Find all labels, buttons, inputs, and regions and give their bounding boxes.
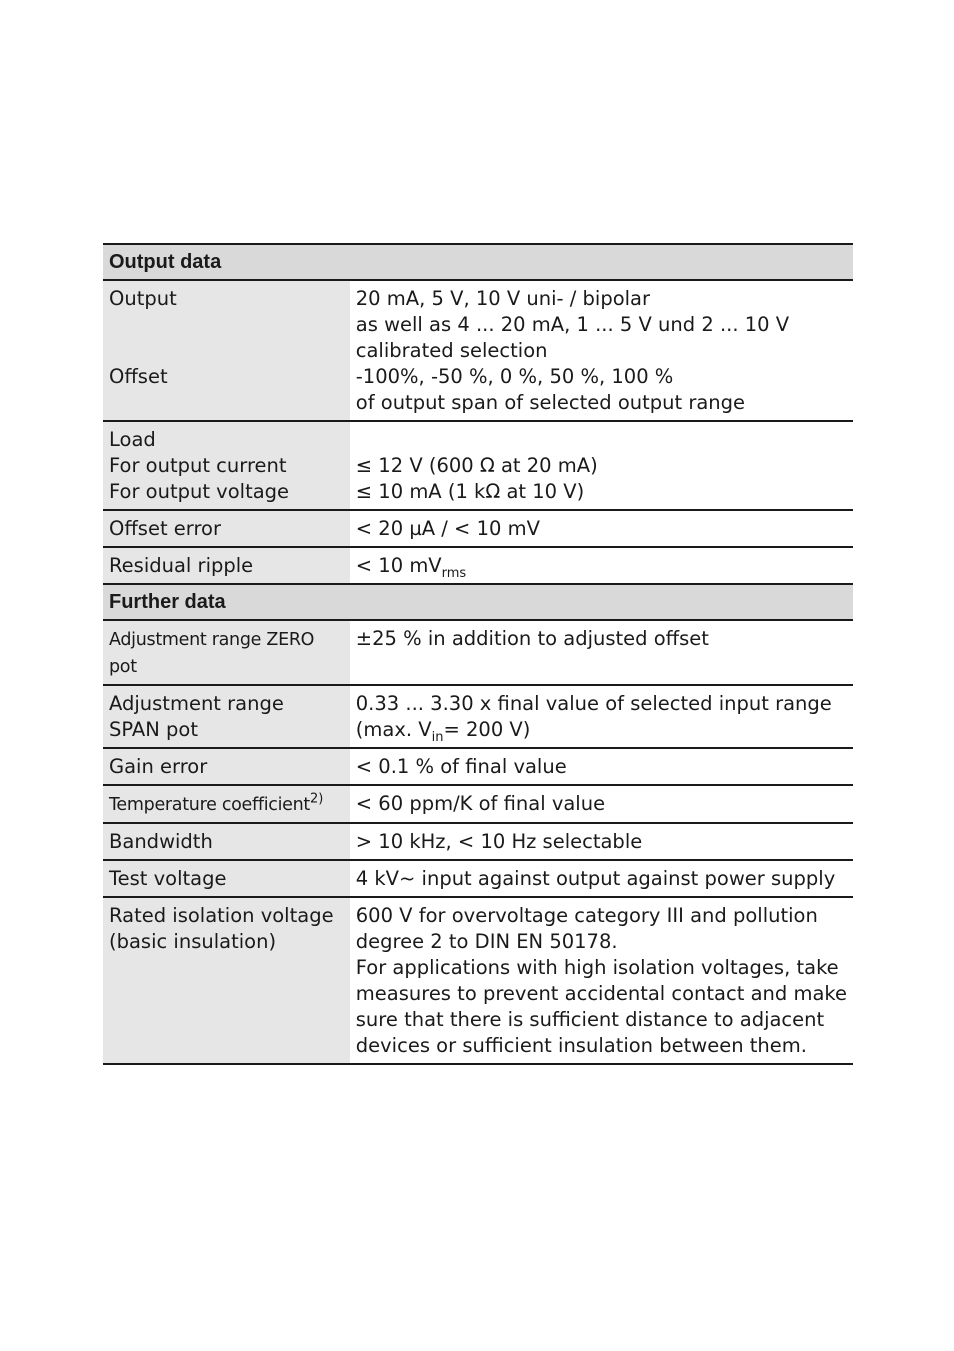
- isolation-value-line: devices or sufficient insulation between them.: [355, 1034, 807, 1057]
- ripple-value-cell: [350, 547, 853, 584]
- table-row: [103, 785, 853, 823]
- table-row: [103, 620, 853, 685]
- test-voltage-value: 4 kV~ input against output against power supply: [350, 860, 853, 897]
- row-value: [350, 897, 853, 1064]
- table-row: [103, 280, 853, 421]
- zero-label: Adjustment range ZERO pot: [109, 630, 315, 677]
- isolation-value-line: measures to prevent accidental contact and make: [355, 982, 847, 1005]
- gain-label: Gain error: [103, 748, 350, 785]
- ripple-value: < 10 mV: [355, 554, 442, 577]
- row-label: [103, 421, 350, 510]
- row-value: [350, 685, 853, 748]
- section-title: Further data: [103, 584, 853, 620]
- span-value-line: 0.33 ... 3.30 x final value of selected input range: [355, 692, 832, 715]
- bandwidth-label: Bandwidth: [103, 823, 350, 860]
- section-title: Output data: [103, 244, 853, 280]
- offset-error-value: < 20 µA / < 10 mV: [350, 510, 853, 547]
- section-header-output: [103, 244, 853, 280]
- table-row: [103, 823, 853, 860]
- temp-value: < 60 ppm/K of final value: [350, 785, 853, 823]
- table-row: [103, 897, 853, 1064]
- temp-label-cell: [103, 785, 350, 823]
- isolation-label-line: Rated isolation voltage: [109, 904, 334, 927]
- zero-label-cell: [103, 620, 350, 685]
- load-voltage-value: ≤ 10 mA (1 kΩ at 10 V): [355, 480, 585, 503]
- span-value-pre: (max. V: [355, 718, 432, 741]
- offset-value-line: -100%, -50 %, 0 %, 50 %, 100 %: [355, 365, 674, 388]
- table-row: [103, 547, 853, 584]
- row-label: [103, 897, 350, 1064]
- span-label-line: Adjustment range: [109, 692, 284, 715]
- ripple-label: Residual ripple: [103, 547, 350, 584]
- spec-table: [103, 243, 853, 1065]
- load-voltage-label: For output voltage: [109, 480, 290, 503]
- span-value-subscript: in: [431, 729, 444, 745]
- isolation-value-line: sure that there is sufficient distance to adjacent: [355, 1008, 825, 1031]
- span-value-line: [356, 717, 847, 743]
- isolation-label-line: (basic insulation): [109, 930, 277, 953]
- table-row: [103, 748, 853, 785]
- temp-label: Temperature coefficient: [109, 795, 310, 815]
- ripple-subscript: rms: [441, 565, 467, 581]
- span-label-line: SPAN pot: [109, 718, 198, 741]
- bandwidth-value: > 10 kHz, < 10 Hz selectable: [350, 823, 853, 860]
- load-current-label: For output current: [109, 454, 287, 477]
- output-value-line: calibrated selection: [355, 339, 548, 362]
- row-label: [103, 280, 350, 421]
- section-header-further: [103, 584, 853, 620]
- test-voltage-label: Test voltage: [103, 860, 350, 897]
- output-label: Output: [109, 287, 177, 310]
- gain-value: < 0.1 % of final value: [350, 748, 853, 785]
- row-value: [350, 421, 853, 510]
- table-row: [103, 685, 853, 748]
- span-value-post: = 200 V): [443, 718, 531, 741]
- isolation-value-line: For applications with high isolation voltages, take: [355, 956, 839, 979]
- offset-value-line: of output span of selected output range: [355, 391, 746, 414]
- output-value-line: 20 mA, 5 V, 10 V uni- / bipolar: [355, 287, 651, 310]
- zero-value: ±25 % in addition to adjusted offset: [350, 620, 853, 685]
- temp-footnote: 2): [310, 791, 324, 807]
- table-row: [103, 860, 853, 897]
- row-value: [350, 280, 853, 421]
- isolation-value-line: degree 2 to DIN EN 50178.: [355, 930, 618, 953]
- isolation-value-line: 600 V for overvoltage category III and pollution: [355, 904, 818, 927]
- offset-label: Offset: [109, 365, 168, 388]
- table-row: [103, 510, 853, 547]
- table-row: [103, 421, 853, 510]
- output-value-line: as well as 4 ... 20 mA, 1 ... 5 V und 2 ... 10 V: [355, 313, 790, 336]
- load-label: Load: [109, 428, 156, 451]
- offset-error-label: Offset error: [103, 510, 350, 547]
- row-label: [103, 685, 350, 748]
- load-current-value: ≤ 12 V (600 Ω at 20 mA): [355, 454, 598, 477]
